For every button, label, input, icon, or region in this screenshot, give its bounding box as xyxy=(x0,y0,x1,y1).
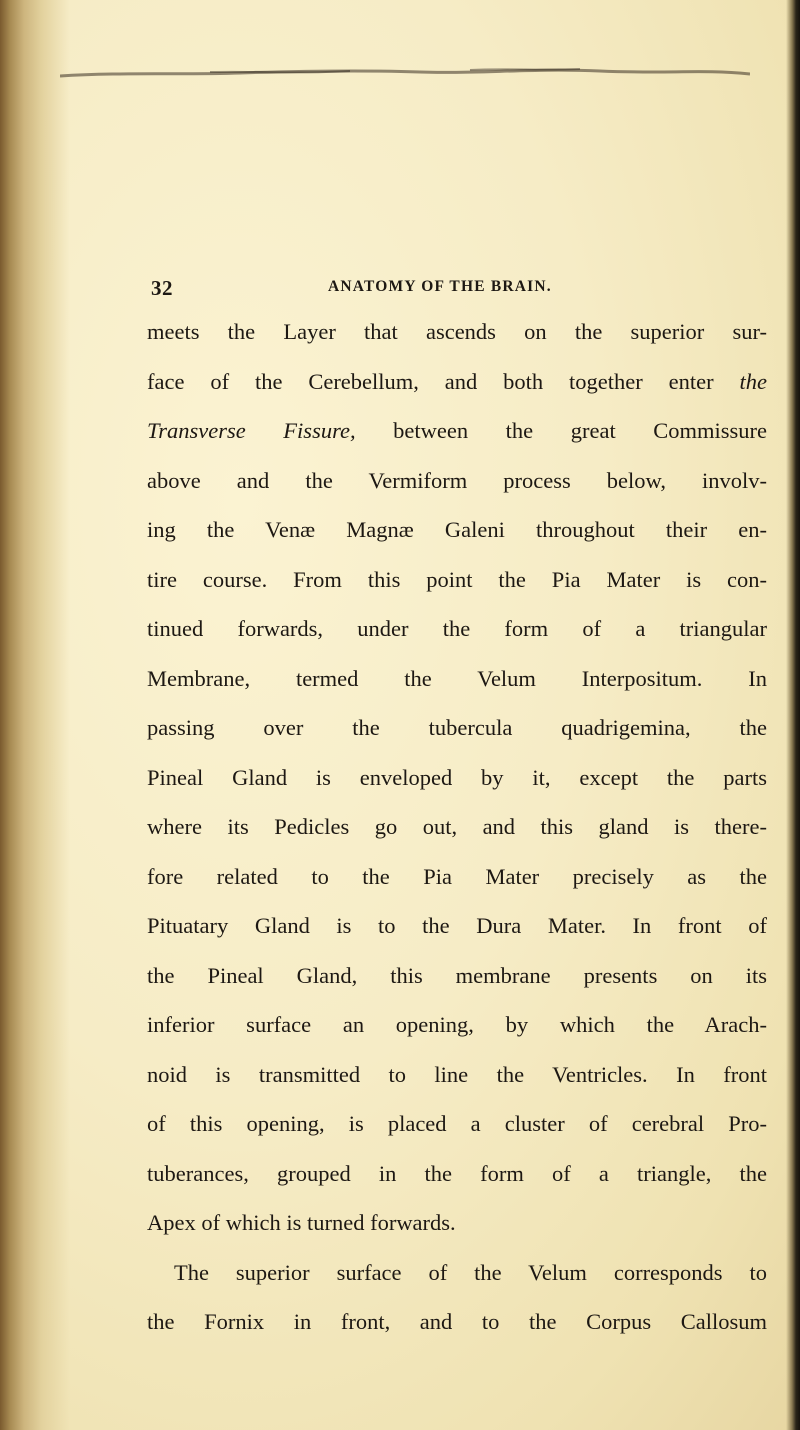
text-line: tire course. From this point the Pia Mater is con- xyxy=(147,566,767,592)
text-line: where its Pedicles go out, and this gland is there- xyxy=(147,814,767,839)
text-line: of this opening, is placed a cluster of cerebral Pro- xyxy=(147,1111,767,1136)
text-line: fore related to the Pia Mater precisely as the xyxy=(147,863,767,889)
text-line: tuberances, grouped in the form of a triangle, the xyxy=(147,1160,767,1186)
page-edge-shadow xyxy=(786,0,800,1430)
page-number: 32 xyxy=(151,276,173,300)
text-line: Pituatary Gland is to the Dura Mater. In front of xyxy=(147,913,767,938)
text-line: the Fornix in front, and to the Corpus Callosum xyxy=(147,1309,767,1334)
text-line: Pineal Gland is enveloped by it, except the parts xyxy=(147,764,767,790)
text-line: noid is transmitted to line the Ventricles. In front xyxy=(147,1061,767,1087)
text-line: meets the Layer that ascends on the superior sur- xyxy=(147,319,767,344)
text-line: Transverse Fissure, between the great Commissure xyxy=(147,418,768,443)
text-line: The superior surface of the Velum corresponds to xyxy=(174,1259,767,1285)
running-head-title: ANATOMY OF THE BRAIN. xyxy=(328,278,552,295)
body-text xyxy=(147,307,767,1347)
running-head xyxy=(0,276,800,306)
text-line: the Pineal Gland, this membrane presents on its xyxy=(147,962,767,988)
text-line: Membrane, termed the Velum Interpositum. In xyxy=(147,665,767,691)
text-line: face of the Cerebellum, and both together enter the xyxy=(147,368,767,394)
text-line: inferior surface an opening, by which the Arach- xyxy=(147,1012,767,1037)
text-line: tinued forwards, under the form of a triangular xyxy=(147,616,767,641)
bleed-through-smudge xyxy=(60,62,750,84)
text-line: Apex of which is turned forwards. xyxy=(147,1210,456,1235)
text-line: above and the Vermiform process below, involv- xyxy=(147,467,767,493)
binding-shadow xyxy=(0,0,70,1430)
text-line: passing over the tubercula quadrigemina, the xyxy=(147,715,767,740)
text-line: ing the Venæ Magnæ Galeni throughout their en- xyxy=(147,517,767,542)
